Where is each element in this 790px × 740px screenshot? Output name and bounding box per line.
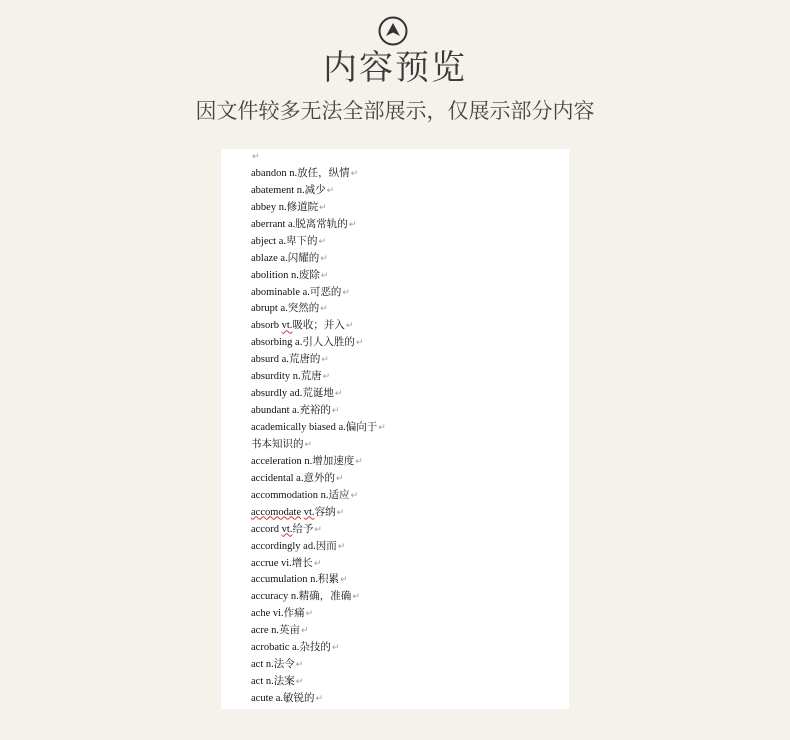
line-text: aberrant a.脱离常轨的 <box>251 218 348 230</box>
line-text: absorb vt.吸收；并入 <box>251 320 345 332</box>
document-line <box>251 690 559 707</box>
paragraph-mark-icon: ↵ <box>340 574 348 585</box>
line-text: ablaze a.闪耀的 <box>251 252 320 264</box>
paragraph-mark-icon: ↵ <box>331 642 340 653</box>
paragraph-mark-icon: ↵ <box>320 303 328 314</box>
paragraph-mark-icon: ↵ <box>350 489 359 500</box>
paragraph-mark-icon: ↵ <box>336 506 345 517</box>
line-text: accumulation n.积累 <box>251 574 340 586</box>
paragraph-mark-icon: ↵ <box>326 184 335 195</box>
document-line <box>251 436 559 453</box>
line-text: accord vt.给予 <box>251 523 314 535</box>
document-line <box>251 555 559 572</box>
paragraph-mark-icon: ↵ <box>350 167 359 178</box>
document-line <box>251 639 559 656</box>
page-title: 内容预览 <box>323 48 467 88</box>
line-text: acre n.英亩 <box>251 625 300 637</box>
paragraph-mark-icon: ↵ <box>305 608 314 619</box>
paragraph-mark-icon: ↵ <box>320 269 329 280</box>
line-text: academically biased a.偏向于 <box>251 422 378 433</box>
paragraph-mark-icon: ↵ <box>295 659 304 670</box>
document-line <box>251 538 559 555</box>
document-line <box>251 521 559 538</box>
paragraph-mark-icon: ↵ <box>252 151 260 161</box>
document-line <box>251 605 559 622</box>
document-line <box>251 165 559 182</box>
line-text: absurdly ad.荒诞地 <box>251 388 334 400</box>
line-text: acrobatic a.杂技的 <box>251 642 331 654</box>
document-line <box>251 504 559 521</box>
document-line <box>251 182 559 199</box>
document-line <box>251 419 559 436</box>
line-text: accordingly ad.因而 <box>251 540 337 552</box>
paragraph-mark-icon: ↵ <box>378 422 386 432</box>
paragraph-mark-icon: ↵ <box>355 337 364 348</box>
document-line <box>251 267 559 284</box>
paragraph-mark-icon: ↵ <box>348 218 357 229</box>
document-line <box>251 470 559 487</box>
paragraph-mark-icon: ↵ <box>304 438 313 449</box>
paragraph-mark-icon: ↵ <box>352 591 360 602</box>
paragraph-mark-icon: ↵ <box>322 371 331 382</box>
page-subtitle: 因文件较多无法全部展示，仅展示部分内容 <box>195 99 595 123</box>
document-line <box>251 453 559 470</box>
line-text: abolition n.废除 <box>251 269 320 281</box>
line-text: 书本知识的 <box>251 438 304 450</box>
paragraph-mark-icon: ↵ <box>355 455 363 466</box>
paragraph-mark-icon: ↵ <box>342 286 350 297</box>
document-line <box>251 487 559 504</box>
document-line <box>251 334 559 351</box>
document-line <box>251 402 559 419</box>
document-lines <box>251 149 559 707</box>
paragraph-mark-icon: ↵ <box>314 523 322 534</box>
document-line <box>251 149 559 165</box>
line-text: accomodate vt.容纳 <box>251 506 336 518</box>
paragraph-mark-icon: ↵ <box>295 676 304 687</box>
line-text: acceleration n.增加速度 <box>251 455 355 467</box>
line-text: abundant a.充裕的 <box>251 405 331 417</box>
document-line <box>251 656 559 673</box>
paragraph-mark-icon: ↵ <box>345 320 354 331</box>
paragraph-mark-icon: ↵ <box>337 540 346 551</box>
document-line <box>251 233 559 250</box>
document-line <box>251 673 559 690</box>
line-text: accrue vi.增长 <box>251 557 313 569</box>
line-text: absurd a.荒唐的 <box>251 354 321 366</box>
preview-header <box>0 0 790 140</box>
document-line <box>251 199 559 216</box>
document-line <box>251 571 559 588</box>
document-line <box>251 385 559 402</box>
line-text: accommodation n.适应 <box>251 489 350 501</box>
line-text: ache vi.作痛 <box>251 608 305 620</box>
paragraph-mark-icon: ↵ <box>335 472 344 483</box>
line-text: accuracy n.精确，准确 <box>251 591 352 603</box>
paragraph-mark-icon: ↵ <box>321 354 329 365</box>
line-text: accidental a.意外的 <box>251 472 335 484</box>
line-text: abbey n.修道院 <box>251 201 319 213</box>
line-text: abominable a.可恶的 <box>251 286 342 298</box>
document-line <box>251 284 559 301</box>
document-line <box>251 317 559 334</box>
line-text: absurdity n.荒唐 <box>251 371 322 383</box>
document-line <box>251 622 559 639</box>
line-text: abrupt a.突然的 <box>251 303 320 315</box>
document-line <box>251 216 559 233</box>
line-text: abject a.卑下的 <box>251 235 318 247</box>
paragraph-mark-icon: ↵ <box>334 388 343 399</box>
document-preview <box>221 149 569 709</box>
paragraph-mark-icon: ↵ <box>319 201 327 212</box>
document-line <box>251 588 559 605</box>
line-text: act n.法案 <box>251 676 295 688</box>
up-arrow-circle-icon[interactable] <box>378 16 408 46</box>
paragraph-mark-icon: ↵ <box>320 252 328 263</box>
paragraph-mark-icon: ↵ <box>313 557 322 568</box>
paragraph-mark-icon: ↵ <box>318 235 327 246</box>
line-text: acute a.敏锐的 <box>251 693 315 704</box>
document-line <box>251 250 559 267</box>
paragraph-mark-icon: ↵ <box>315 693 324 703</box>
paragraph-mark-icon: ↵ <box>331 405 340 416</box>
document-line <box>251 368 559 385</box>
document-line <box>251 300 559 317</box>
line-text: absorbing a.引人入胜的 <box>251 337 355 349</box>
line-text: abandon n.放任，纵情 <box>251 167 350 179</box>
line-text: abatement n.减少 <box>251 184 326 196</box>
document-line <box>251 351 559 368</box>
paragraph-mark-icon: ↵ <box>300 625 309 636</box>
line-text: act n.法令 <box>251 659 295 671</box>
